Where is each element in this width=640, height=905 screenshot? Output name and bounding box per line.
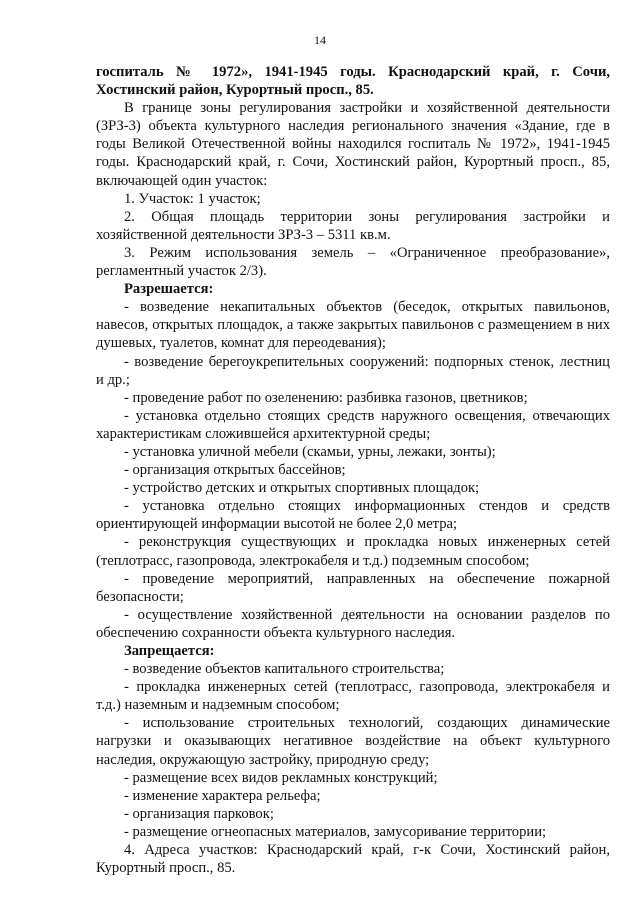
list-item: - организация открытых бассейнов; [124,462,346,479]
paragraph-zone-description: В границе зоны регулирования застройки и хозяйственной деятельности (ЗРЗ-3) объекта культурного наследия регионального значения «Здание, где в годы Великой Отечественной войны находился госпиталь № 1972», 1941-1945 годы. Краснодарский край, г. Сочи, Хостинский район, Курортный просп., 85, включающей один участок: [96,100,610,189]
list-item: - проведение работ по озеленению: разбивка газонов, цветников; [124,389,528,406]
list-item: - размещение огнеопасных материалов, замусоривание территории; [124,823,547,840]
page-number: 14 [314,33,326,47]
list-item: - использование строительных технологий, создающих динамические нагрузки и оказывающих негативное воздействие на объект культурного наследия, окружающую застройку, природную среду; [96,715,610,768]
list-item: - установка отдельно стоящих информационных стендов и средств ориентирующей информации высотой не более 2,0 метра; [96,498,610,533]
list-item: - установка отдельно стоящих средств наружного освещения, отвечающих характеристикам сложившейся архитектурной среды; [96,407,610,442]
paragraph-plot-count: 1. Участок: 1 участок; [124,190,261,207]
list-item: - реконструкция существующих и прокладка новых инженерных сетей (теплотрасс, газопровода, электрокабеля и т.д.) подземным способом; [96,534,610,569]
list-item: - изменение характера рельефа; [124,787,321,804]
list-item: - организация парковок; [124,805,274,822]
list-item: - прокладка инженерных сетей (теплотрасс, газопровода, электрокабеля и т.д.) наземным и надземным способом; [96,679,610,714]
list-item: - проведение мероприятий, направленных на обеспечение пожарной безопасности; [96,570,610,605]
list-item: - устройство детских и открытых спортивных площадок; [124,480,480,497]
allowed-heading: Разрешается: [124,281,214,298]
prohibited-list [96,660,610,841]
list-item: - возведение некапитальных объектов (беседок, открытых павильонов, навесов, открытых площадок, а также закрытых павильонов с размещением в них душевых, туалетов, комнат для переодевания); [96,299,610,352]
list-item: - осуществление хозяйственной деятельности на основании разделов по обеспечению сохранности объекта культурного наследия. [96,606,610,641]
list-item: - размещение всех видов рекламных конструкций; [124,769,438,786]
list-item: - установка уличной мебели (скамьи, урны, лежаки, зонты); [124,443,496,460]
list-item: - возведение объектов капитального строительства; [124,661,445,678]
prohibited-heading: Запрещается: [124,643,215,659]
list-item: - возведение берегоукрепительных сооружений: подпорных стенок, лестниц и др.; [96,353,610,388]
paragraph-total-area: 2. Общая площадь территории зоны регулирования застройки и хозяйственной деятельности ЗРЗ-3 – 5311 кв.м. [96,208,610,243]
paragraph-land-use-regime: 3. Режим использования земель – «Ограниченное преобразование», регламентный участок 2/3). [96,244,610,280]
paragraph-plot-addresses: 4. Адреса участков: Краснодарский край, г-к Сочи, Хостинский район, Курортный просп., 85. [96,842,610,877]
intro-heading: госпиталь № 1972», 1941-1945 годы. Краснодарский край, г. Сочи, Хостинский район, Курортный просп., 85. [96,64,610,99]
allowed-list [96,298,610,642]
document-body [96,63,610,877]
